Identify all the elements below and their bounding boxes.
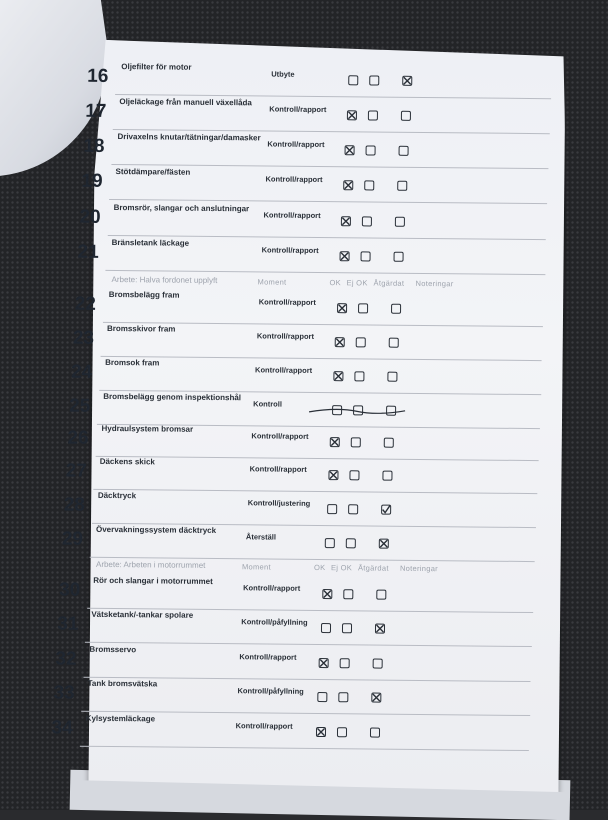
ej-ok-checkbox[interactable] [349, 470, 359, 480]
atgardat-checkbox[interactable] [393, 252, 403, 262]
row-number: 16 [87, 65, 109, 87]
row-action: Kontroll/rapport [249, 464, 307, 474]
row-number: 18 [83, 135, 105, 157]
row-number: 27 [65, 460, 87, 482]
row-description: Däckens skick [99, 456, 155, 467]
row-number: 23 [72, 327, 95, 349]
ej-ok-checkbox[interactable] [367, 110, 377, 120]
row-description: Drivaxelns knutar/tätningar/damasker [117, 132, 261, 143]
column-header-moment: Moment [241, 562, 271, 572]
row-action: Kontroll/rapport [267, 139, 325, 150]
ok-checkbox[interactable] [339, 251, 349, 261]
row-number: 30 [59, 579, 81, 601]
row-action: Kontroll/rapport [251, 431, 309, 441]
ok-checkbox[interactable] [343, 180, 353, 190]
row-action: Kontroll/rapport [256, 331, 315, 341]
atgardat-checkbox[interactable] [391, 304, 401, 314]
row-description: Övervakningssystem däcktryck [95, 524, 217, 536]
ok-checkbox[interactable] [330, 437, 340, 447]
row-description: Bromsskivor fram [106, 323, 176, 334]
column-header-atgardat: Åtgärdat [357, 563, 389, 573]
checklist-row [0, 711, 605, 753]
row-action: Kontroll/rapport [243, 583, 301, 593]
row-action: Kontroll/rapport [255, 365, 313, 375]
atgardat-checkbox[interactable] [402, 76, 412, 86]
row-description: Vätsketank/-tankar spolare [91, 609, 194, 620]
ej-ok-checkbox[interactable] [369, 75, 379, 85]
row-description: Tank bromsvätska [87, 678, 158, 689]
ok-checkbox[interactable] [346, 110, 356, 120]
checklist-row [0, 522, 607, 564]
row-number: 22 [74, 293, 96, 315]
atgardat-checkbox[interactable] [389, 338, 399, 348]
column-header-moment: Moment [257, 277, 287, 287]
row-number: 25 [69, 395, 91, 417]
row-description: Bränsletank läckage [111, 237, 190, 248]
ej-ok-checkbox[interactable] [343, 589, 353, 599]
atgardat-checkbox[interactable] [373, 659, 383, 669]
row-action: Kontroll/rapport [235, 721, 293, 731]
ok-checkbox[interactable] [321, 623, 331, 633]
ej-ok-checkbox[interactable] [360, 251, 370, 261]
atgardat-checkbox[interactable] [397, 181, 407, 191]
ej-ok-checkbox[interactable] [348, 504, 358, 514]
ej-ok-checkbox[interactable] [342, 623, 352, 633]
column-header-ok: OK [313, 562, 326, 573]
ej-ok-checkbox[interactable] [346, 538, 356, 548]
row-description: Bromsok fram [105, 357, 160, 368]
row-number: 29 [61, 528, 84, 550]
atgardat-checkbox[interactable] [381, 505, 391, 515]
row-number: 34 [51, 717, 73, 739]
ok-checkbox[interactable] [322, 589, 332, 599]
row-description: Däcktryck [97, 490, 137, 501]
row-description: Kylsystemläckage [85, 713, 156, 724]
checklist-row [1, 235, 608, 277]
ej-ok-checkbox[interactable] [354, 371, 364, 381]
column-header-atgardat: Åtgärdat [373, 278, 405, 288]
ok-checkbox[interactable] [333, 371, 343, 381]
row-action: Kontroll/rapport [263, 210, 321, 220]
atgardat-checkbox[interactable] [376, 590, 386, 600]
row-action: Kontroll/rapport [261, 245, 319, 255]
ej-ok-checkbox[interactable] [338, 692, 348, 702]
column-header-ok: OK [329, 278, 342, 288]
row-number: 31 [57, 613, 79, 635]
row-number: 28 [63, 494, 86, 516]
atgardat-checkbox[interactable] [387, 372, 397, 382]
row-description: Bromsservo [89, 644, 137, 655]
row-description: Oljeläckage från manuell växellåda [119, 97, 252, 108]
row-action: Kontroll/rapport [265, 174, 323, 185]
atgardat-checkbox[interactable] [399, 146, 409, 156]
ok-checkbox[interactable] [337, 303, 347, 313]
row-action: Kontroll/rapport [269, 104, 327, 115]
row-number: 20 [79, 206, 101, 228]
column-header-ej-ok: Ej OK [330, 563, 353, 573]
row-description: Stötdämpare/fästen [115, 167, 191, 177]
ej-ok-checkbox[interactable] [362, 216, 372, 226]
ok-checkbox[interactable] [341, 216, 351, 226]
atgardat-checkbox[interactable] [382, 471, 392, 481]
row-description: Hydraulsystem bromsar [101, 423, 194, 434]
row-number: 26 [67, 427, 89, 449]
ej-ok-checkbox[interactable] [336, 727, 346, 737]
atgardat-checkbox[interactable] [375, 624, 385, 634]
column-header-noteringar: Noteringar [415, 278, 454, 289]
column-header-noteringar: Noteringar [399, 563, 439, 574]
atgardat-checkbox[interactable] [395, 217, 405, 227]
atgardat-checkbox[interactable] [400, 111, 410, 121]
ok-checkbox[interactable] [348, 75, 358, 85]
row-number: 32 [55, 648, 77, 670]
section-title: Arbete: Arbeten i motorrummet [95, 559, 206, 570]
row-number: 17 [85, 100, 107, 122]
row-action: Återställ [245, 532, 276, 542]
atgardat-checkbox[interactable] [371, 693, 381, 703]
section-title: Arbete: Halva fordonet upplyft [111, 274, 218, 286]
row-action: Kontroll/påfyllning [237, 686, 304, 696]
ok-checkbox[interactable] [319, 658, 329, 668]
atgardat-checkbox[interactable] [384, 438, 394, 448]
ej-ok-checkbox[interactable] [364, 180, 374, 190]
row-description: Rör och slangar i motorrummet [93, 575, 213, 586]
ok-checkbox[interactable] [327, 504, 337, 514]
row-number: 24 [70, 361, 93, 383]
ok-checkbox[interactable] [328, 470, 338, 480]
atgardat-checkbox[interactable] [369, 727, 379, 737]
ok-checkbox[interactable] [325, 538, 335, 548]
ok-checkbox[interactable] [345, 145, 355, 155]
strike-through-mark [307, 404, 407, 417]
row-number: 21 [77, 241, 99, 263]
row-number: 33 [53, 682, 75, 704]
ej-ok-checkbox[interactable] [366, 145, 376, 155]
ej-ok-checkbox[interactable] [356, 337, 366, 347]
ok-checkbox[interactable] [315, 727, 325, 737]
ej-ok-checkbox[interactable] [358, 303, 368, 313]
row-action: Kontroll/påfyllning [241, 617, 308, 627]
row-action: Utbyte [271, 69, 295, 79]
row-action: Kontroll [253, 399, 282, 409]
checklist-row [2, 164, 608, 206]
ej-ok-checkbox[interactable] [351, 437, 361, 447]
column-header-ej-ok: Ej OK [346, 278, 368, 288]
row-description: Bromsbelägg fram [108, 289, 180, 300]
row-number: 19 [81, 170, 103, 192]
ok-checkbox[interactable] [317, 692, 327, 702]
row-action: Kontroll/rapport [258, 297, 316, 307]
row-action: Kontroll/justering [247, 498, 311, 508]
ok-checkbox[interactable] [335, 337, 345, 347]
row-description: Bromsbelägg genom inspektionshål [103, 391, 242, 403]
row-description: Oljefilter för motor [121, 62, 192, 72]
atgardat-checkbox[interactable] [379, 539, 389, 549]
row-description: Bromsrör, slangar och anslutningar [113, 203, 250, 214]
ej-ok-checkbox[interactable] [340, 658, 350, 668]
row-action: Kontroll/rapport [239, 652, 297, 662]
